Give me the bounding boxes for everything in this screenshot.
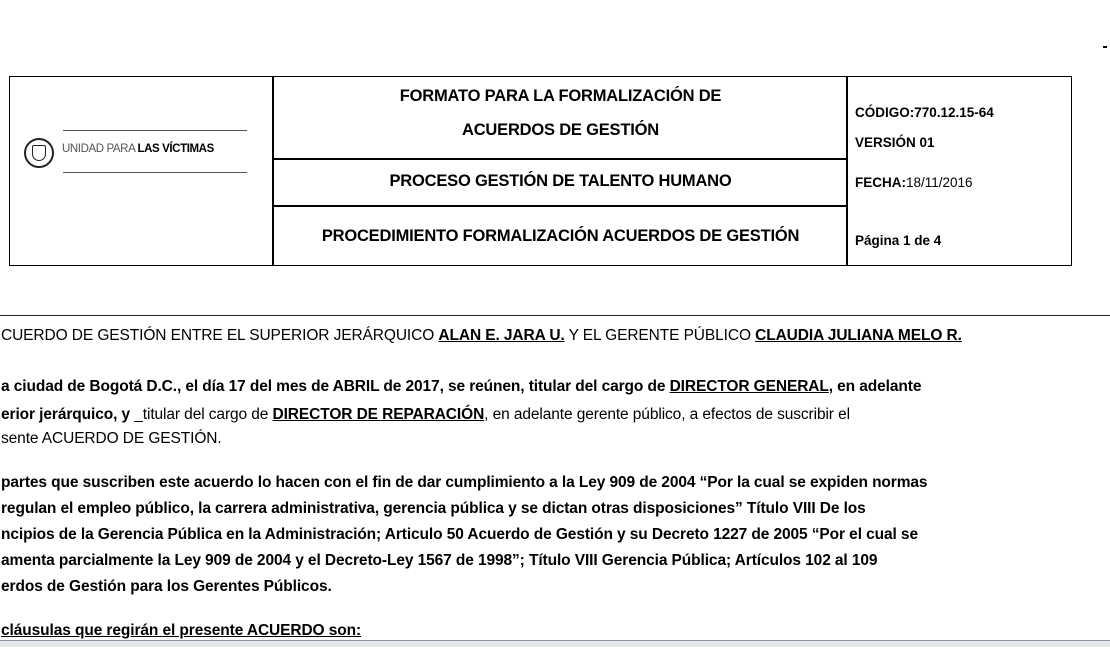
document-date: FECHA:18/11/2016: [855, 175, 973, 190]
paragraph-2-line-5: erdos de Gestión para los Gerentes Públicos.: [1, 578, 332, 595]
document-version: VERSIÓN 01: [855, 135, 935, 150]
paragraph-1-line-3: sente ACUERDO DE GESTIÓN.: [1, 430, 222, 447]
page-number: Página 1 de 4: [855, 233, 942, 248]
paragraph-2-line-3: ncipios de la Gerencia Pública en la Administración; Articulo 50 Acuerdo de Gestión y su Decreto 1227 de 2005 “Por el cual se: [1, 526, 918, 543]
agreement-heading: CUERDO DE GESTIÓN ENTRE EL SUPERIOR JERÁRQUICO ALAN E. JARA U. Y EL GERENTE PÚBLICO CLAUDIA JULIANA MELO R.: [1, 327, 962, 344]
process-name: PROCESO GESTIÓN DE TALENTO HUMANO: [389, 172, 732, 190]
paragraph-1-line-2: erior jerárquico, y _titular del cargo de DIRECTOR DE REPARACIÓN, en adelante gerente público, a efectos de suscribir el: [1, 406, 850, 423]
paragraph-1-line-1: a ciudad de Bogotá D.C., el día 17 del mes de ABRIL de 2017, se reúnen, titular del cargo de DIRECTOR GENERAL, en adelante: [1, 378, 922, 395]
format-title-line-2: ACUERDOS DE GESTIÓN: [462, 121, 659, 139]
section-divider: [0, 315, 1110, 316]
clauses-intro: cláusulas que regirán el presente ACUERDO son:: [1, 622, 362, 639]
table-edge: [0, 640, 1110, 647]
procedure-name: PROCEDIMIENTO FORMALIZACIÓN ACUERDOS DE GESTIÓN: [321, 227, 800, 245]
coat-of-arms-icon: [24, 138, 54, 168]
header-divider: [273, 158, 847, 160]
paragraph-2-line-1: partes que suscriben este acuerdo lo hacen con el fin de dar cumplimiento a la Ley 909 de 2004 “Por la cual se expiden normas: [1, 474, 928, 491]
document-code: CÓDIGO:770.12.15-64: [855, 105, 994, 120]
paragraph-2-line-4: amenta parcialmente la Ley 909 de 2004 y el Decreto-Ley 1567 de 1998”; Título VIII Gerencia Pública; Artículos 102 al 109: [1, 552, 878, 569]
institution-logo: [10, 77, 273, 265]
format-title-line-1: FORMATO PARA LA FORMALIZACIÓN DE: [399, 87, 722, 105]
paragraph-2-line-2: regulan el empleo público, la carrera administrativa, gerencia pública y se dictan otras disposiciones” Título VIII De los: [1, 500, 866, 517]
header-divider: [273, 205, 847, 207]
document-header-table: [9, 76, 1072, 266]
logo-text: UNIDAD PARA LAS VÍCTIMAS: [62, 143, 214, 155]
scan-mark: [1103, 46, 1107, 48]
